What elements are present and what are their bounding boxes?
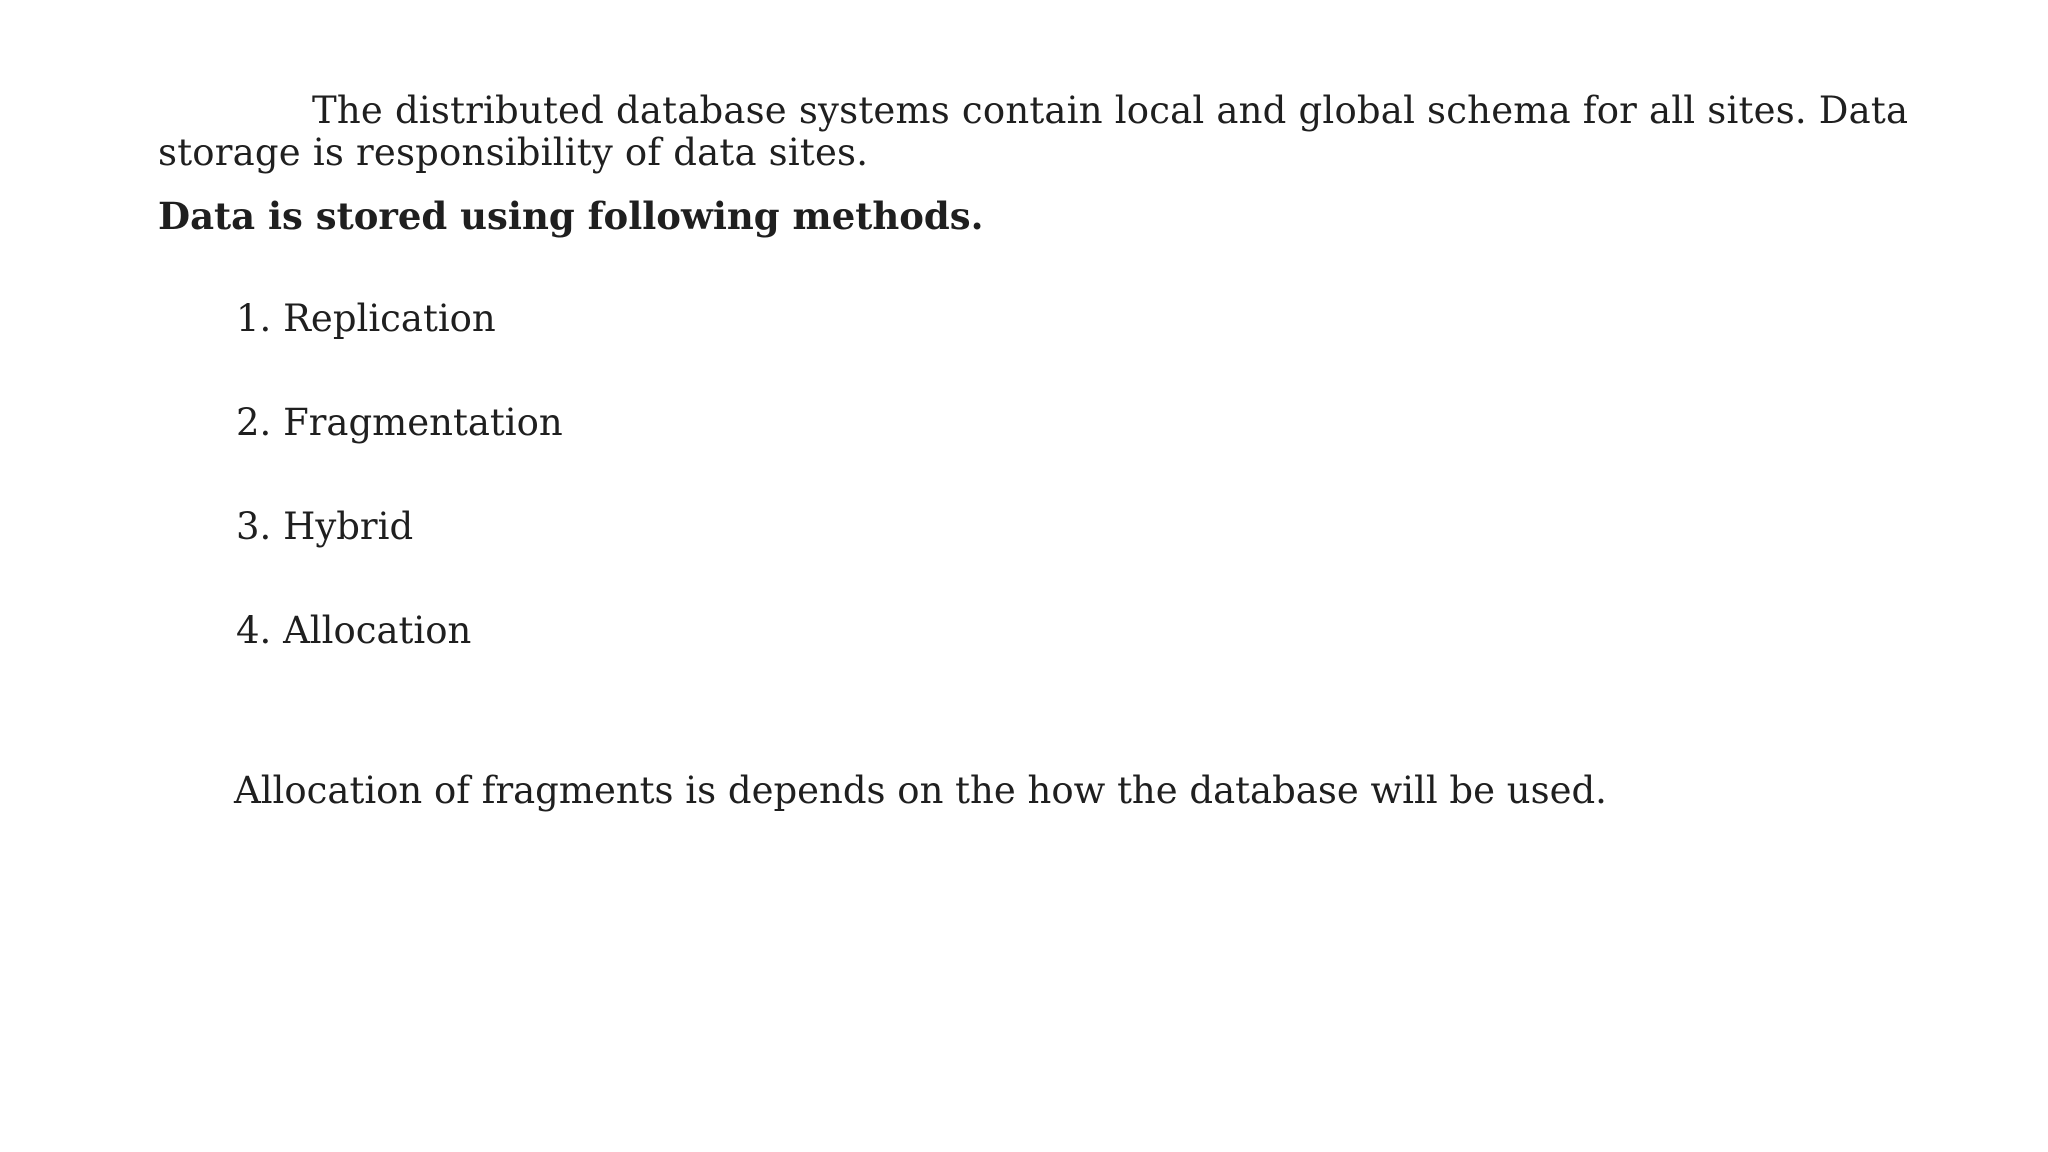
list-item: 2. Fragmentation: [236, 401, 563, 444]
closing-paragraph: Allocation of fragments is depends on the how the database will be used.: [234, 769, 1607, 812]
list-item: 4. Allocation: [236, 609, 472, 652]
storage-methods-list: [236, 298, 563, 714]
list-item: 1. Replication: [236, 297, 496, 340]
intro-paragraph: The distributed database systems contain local and global schema for all sites. Data storage is responsibility of data sites.: [158, 89, 1909, 174]
list-item: 3. Hybrid: [236, 505, 414, 548]
section-heading: Data is stored using following methods.: [158, 194, 984, 238]
